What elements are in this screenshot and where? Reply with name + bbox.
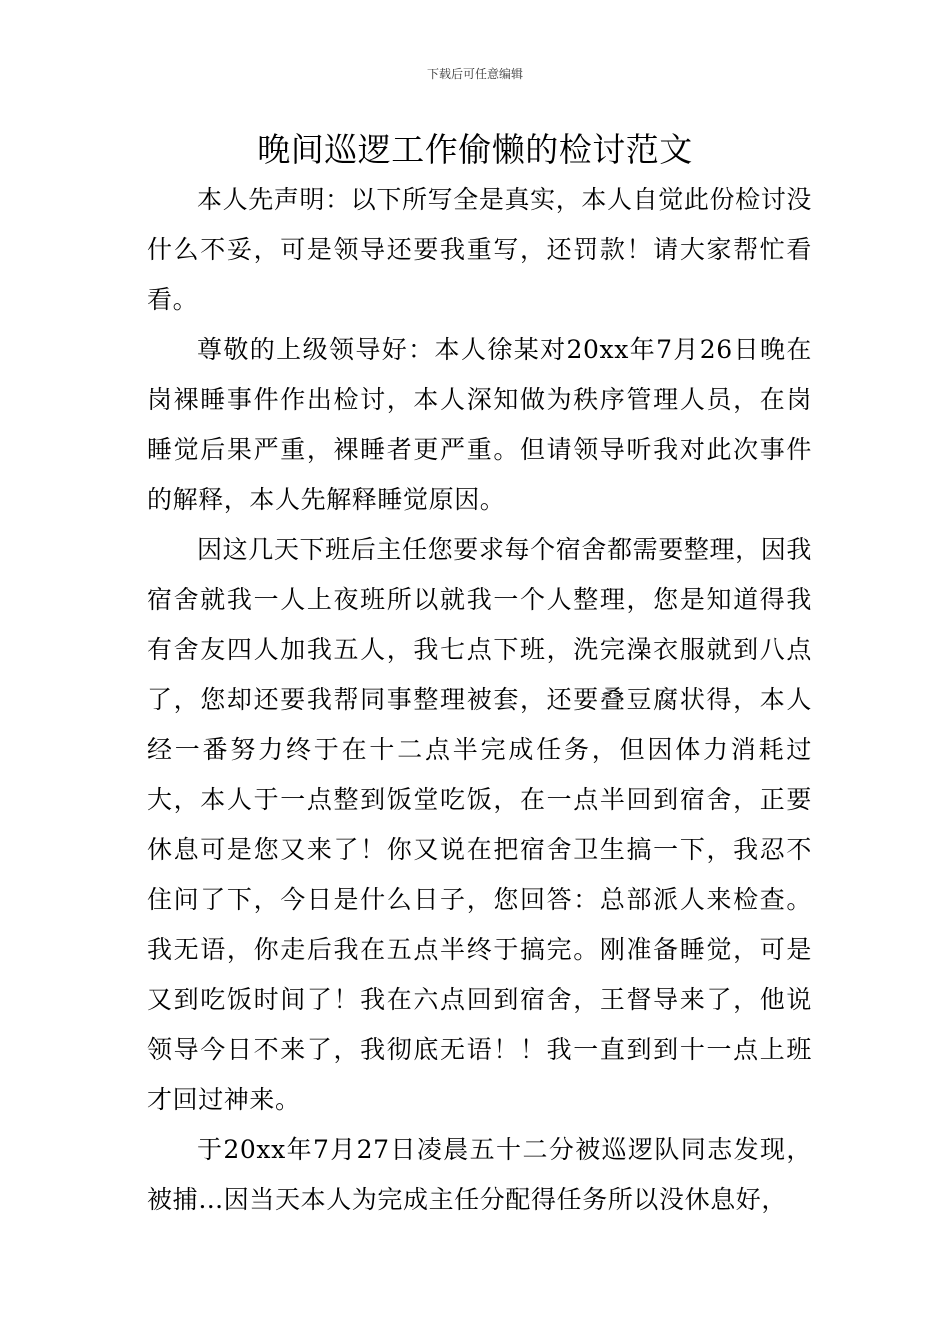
document-title: 晚间巡逻工作偷懒的检讨范文 <box>257 130 693 169</box>
paragraph-2: 尊敬的上级领导好：本人徐某对20xx年7月26日晚在岗裸睡事件作出检讨，本人深知做为秩序管理人员，在岗睡觉后果严重，裸睡者更严重。但请领导听我对此次事件的解释，本人先解释睡觉原因。 <box>147 335 812 514</box>
paragraph-4: 于20xx年7月27日凌晨五十二分被巡逻队同志发现，被捕…因当天本人为完成主任分配得任务所以没休息好， <box>147 1135 812 1214</box>
header-note: 下载后可任意编辑 <box>426 67 523 81</box>
document-body <box>147 175 812 1225</box>
paragraph-3: 因这几天下班后主任您要求每个宿舍都需要整理，因我宿舍就我一人上夜班所以就我一个人整理，您是知道得我有舍友四人加我五人，我七点下班，洗完澡衣服就到八点了，您却还要我帮同事整理被套，还要叠豆腐状得，本人经一番努力终于在十二点半完成任务，但因体力消耗过大，本人于一点整到饭堂吃饭，在一点半回到宿舍，正要休息可是您又来了！你又说在把宿舍卫生搞一下，我忍不住问了下，今日是什么日子，您回答：总部派人来检查。我无语，你走后我在五点半终于搞完。刚准备睡觉，可是又到吃饭时间了！我在六点回到宿舍，王督导来了，他说领导今日不来了，我彻底无语！！我一直到到十一点上班才回过神来。 <box>147 535 812 1114</box>
paragraph-1: 本人先声明：以下所写全是真实，本人自觉此份检讨没什么不妥，可是领导还要我重写，还罚款！请大家帮忙看看。 <box>147 185 812 314</box>
